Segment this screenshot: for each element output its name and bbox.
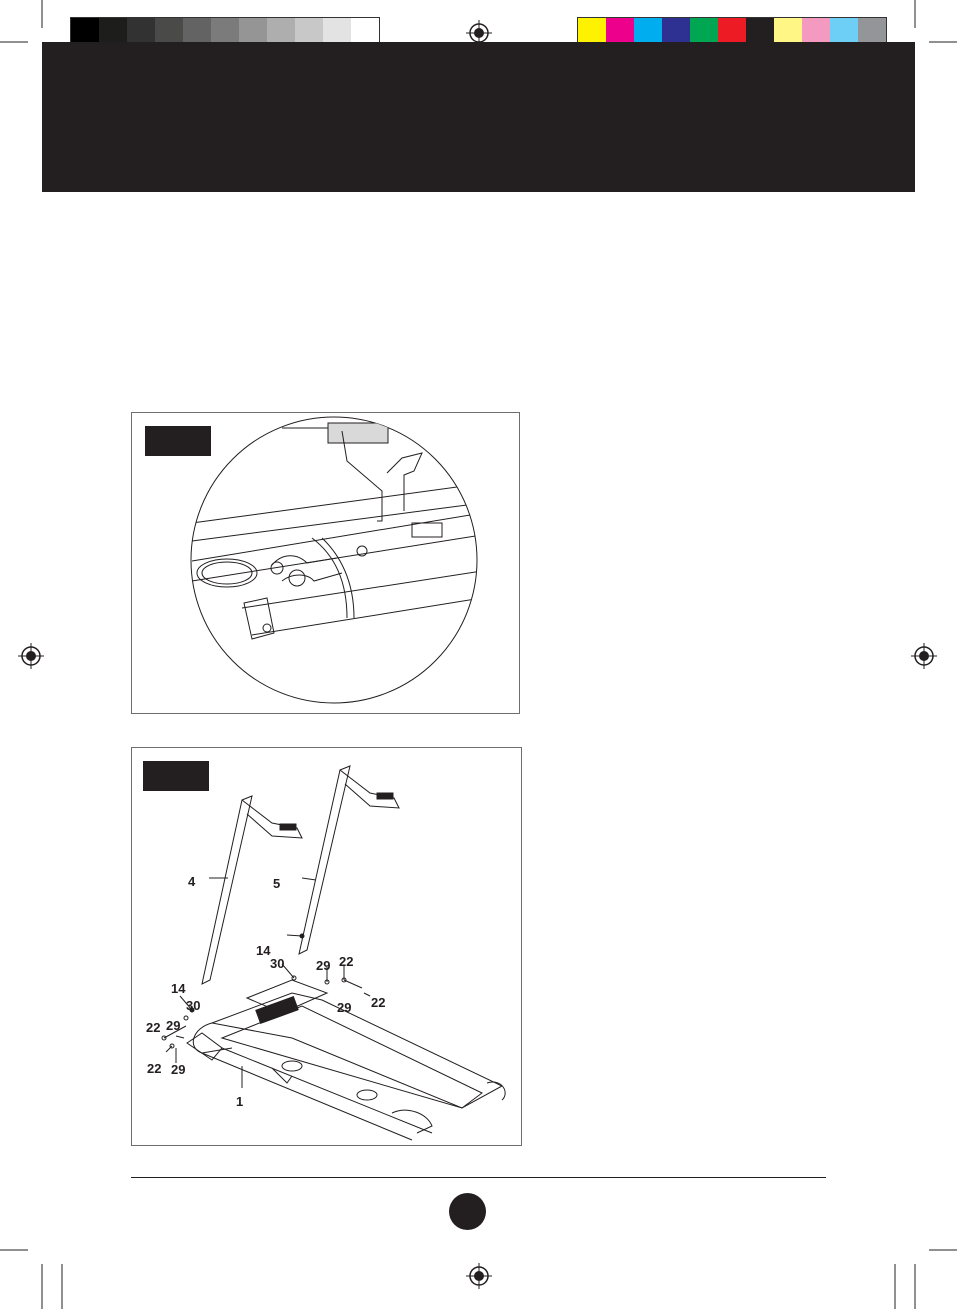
callout-1: 1 xyxy=(236,1094,244,1109)
callout-30-right: 30 xyxy=(270,956,285,971)
registration-target-icon xyxy=(911,643,937,669)
callout-22-right: 22 xyxy=(371,995,386,1010)
callout-5: 5 xyxy=(273,876,281,891)
process-color-swatch xyxy=(578,18,606,45)
callout-29-mid: 29 xyxy=(337,1000,352,1015)
grayscale-swatch xyxy=(295,18,323,45)
assembly-illustration xyxy=(132,748,523,1147)
process-color-swatch xyxy=(718,18,746,45)
callout-4: 4 xyxy=(188,874,196,889)
process-color-swatch xyxy=(802,18,830,45)
process-color-swatch xyxy=(690,18,718,45)
callout-29-left-top: 29 xyxy=(166,1018,181,1033)
process-color-swatch xyxy=(634,18,662,45)
process-color-swatch xyxy=(746,18,774,45)
grayscale-swatch xyxy=(211,18,239,45)
callout-14-right: 14 xyxy=(256,943,271,958)
registration-target-icon xyxy=(466,1263,492,1289)
figure-1-detail xyxy=(131,412,520,714)
callout-30-left: 30 xyxy=(186,998,201,1013)
process-color-swatch xyxy=(830,18,858,45)
process-color-swatch xyxy=(858,18,886,45)
grayscale-swatch xyxy=(323,18,351,45)
grayscale-swatch xyxy=(155,18,183,45)
page-number-badge xyxy=(449,1193,486,1230)
grayscale-swatch xyxy=(71,18,99,45)
grayscale-swatch xyxy=(99,18,127,45)
callout-29-left-bottom: 29 xyxy=(171,1062,186,1077)
registration-target-icon xyxy=(18,643,44,669)
grayscale-swatch xyxy=(183,18,211,45)
grayscale-swatch xyxy=(239,18,267,45)
grayscale-swatch xyxy=(267,18,295,45)
process-color-swatch xyxy=(662,18,690,45)
detail-illustration xyxy=(132,413,521,715)
callout-22-left-top: 22 xyxy=(146,1020,161,1035)
figure-2-assembly xyxy=(131,747,522,1146)
process-color-swatch xyxy=(774,18,802,45)
process-color-swatch xyxy=(606,18,634,45)
callout-22-left-bottom: 22 xyxy=(147,1061,162,1076)
grayscale-swatch xyxy=(351,18,379,45)
header-band xyxy=(42,42,915,192)
callout-14-left: 14 xyxy=(171,981,186,996)
footer-rule xyxy=(131,1177,826,1178)
callout-22-top: 22 xyxy=(339,954,354,969)
grayscale-swatch xyxy=(127,18,155,45)
callout-29-top: 29 xyxy=(316,958,331,973)
